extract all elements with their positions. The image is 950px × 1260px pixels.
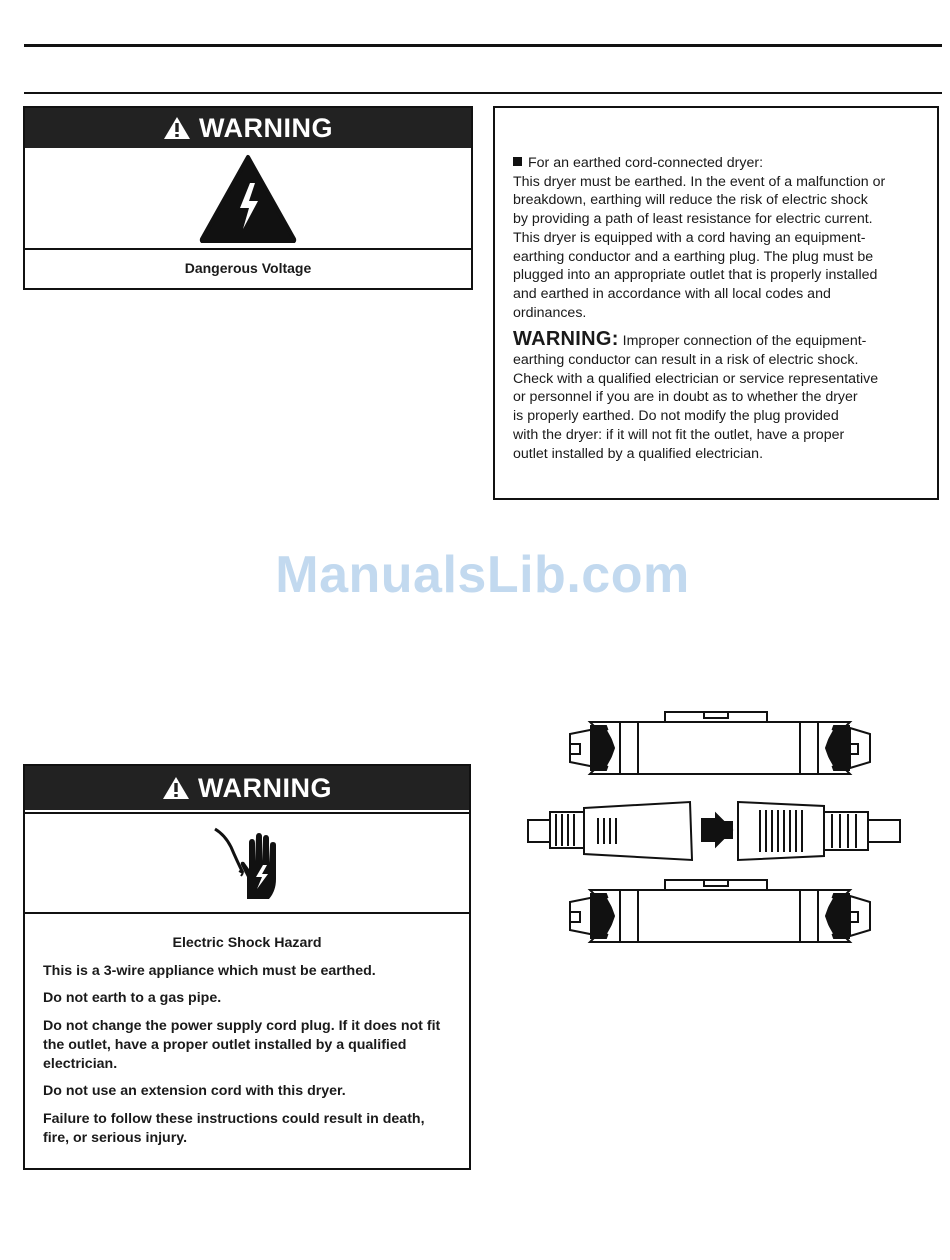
- connector-cover-top: [570, 712, 870, 774]
- alert-triangle-icon: [162, 776, 190, 800]
- warning-line: with the dryer: if it will not fit the outlet, have a proper: [513, 426, 845, 443]
- electric-shock-hand-icon: [207, 821, 287, 905]
- warning-caption: Dangerous Voltage: [184, 260, 312, 276]
- icon-area: [25, 148, 471, 250]
- instruction-line: ordinances.: [513, 304, 587, 321]
- warning-line: WARNING: Improper connection of the equipment-: [513, 328, 867, 351]
- plug-and-socket: [528, 802, 900, 860]
- warning-statement: Do not earth to a gas pipe.: [43, 990, 222, 1007]
- warning-statement: This is a 3-wire appliance which must be earthed.: [43, 962, 376, 979]
- dangerous-voltage-warning: [23, 106, 473, 290]
- warning-line: or personnel if you are in doubt as to whether the dryer: [513, 389, 858, 406]
- earthing-instructions: [493, 106, 939, 500]
- electrical-hazard-triangle-icon: [198, 153, 298, 243]
- warning-line: is properly earthed. Do not modify the plug provided: [513, 408, 839, 425]
- icon-area: [25, 812, 469, 914]
- alert-triangle-icon: [163, 116, 191, 140]
- warning-header-label: WARNING: [199, 112, 333, 143]
- instruction-line: This dryer must be earthed. In the event of a malfunction or: [513, 173, 886, 190]
- warning-line: Check with a qualified electrician or service representative: [513, 370, 879, 387]
- instruction-line: earthing conductor and a earthing plug. The plug must be: [513, 248, 874, 265]
- instruction-line: by providing a path of least resistance for electric current.: [513, 211, 873, 228]
- instruction-line: plugged into an appropriate outlet that is properly installed: [513, 267, 878, 284]
- instruction-line: For an earthed cord-connected dryer:: [513, 154, 919, 173]
- warning-header-label: WARNING: [198, 772, 332, 803]
- warning-line: outlet installed by a qualified electrician.: [513, 445, 764, 462]
- warning-statement: Failure to follow these instructions could result in death, fire, or serious injury.: [43, 1110, 425, 1146]
- warning-statement: Do not use an extension cord with this dryer.: [43, 1083, 346, 1100]
- plug-connector-diagram: [520, 706, 920, 966]
- warning-statement: Do not change the power supply cord plug. If it does not fit the outlet, have a proper outlet installed by a qualified electrician.: [43, 1018, 441, 1072]
- warning-header: [25, 108, 471, 148]
- top-rule: [24, 44, 942, 47]
- hazard-title: Electric Shock Hazard: [172, 935, 322, 951]
- instruction-line: and earthed in accordance with all local codes and: [513, 285, 831, 302]
- warning-line: earthing conductor can result in a risk of electric shock.: [513, 352, 859, 369]
- watermark: ManualsLib.com: [275, 546, 690, 604]
- warning-label: WARNING:: [513, 328, 619, 351]
- instruction-line: This dryer is equipped with a cord having an equipment-: [513, 229, 866, 246]
- section-rule: [24, 92, 942, 94]
- connector-cover-bottom: [570, 880, 870, 942]
- warning-body: [25, 914, 469, 1147]
- bullet-icon: [513, 157, 522, 166]
- electric-shock-warning: [23, 764, 471, 1170]
- instruction-line: breakdown, earthing will reduce the risk of electric shock: [513, 192, 868, 209]
- warning-header: [25, 766, 469, 810]
